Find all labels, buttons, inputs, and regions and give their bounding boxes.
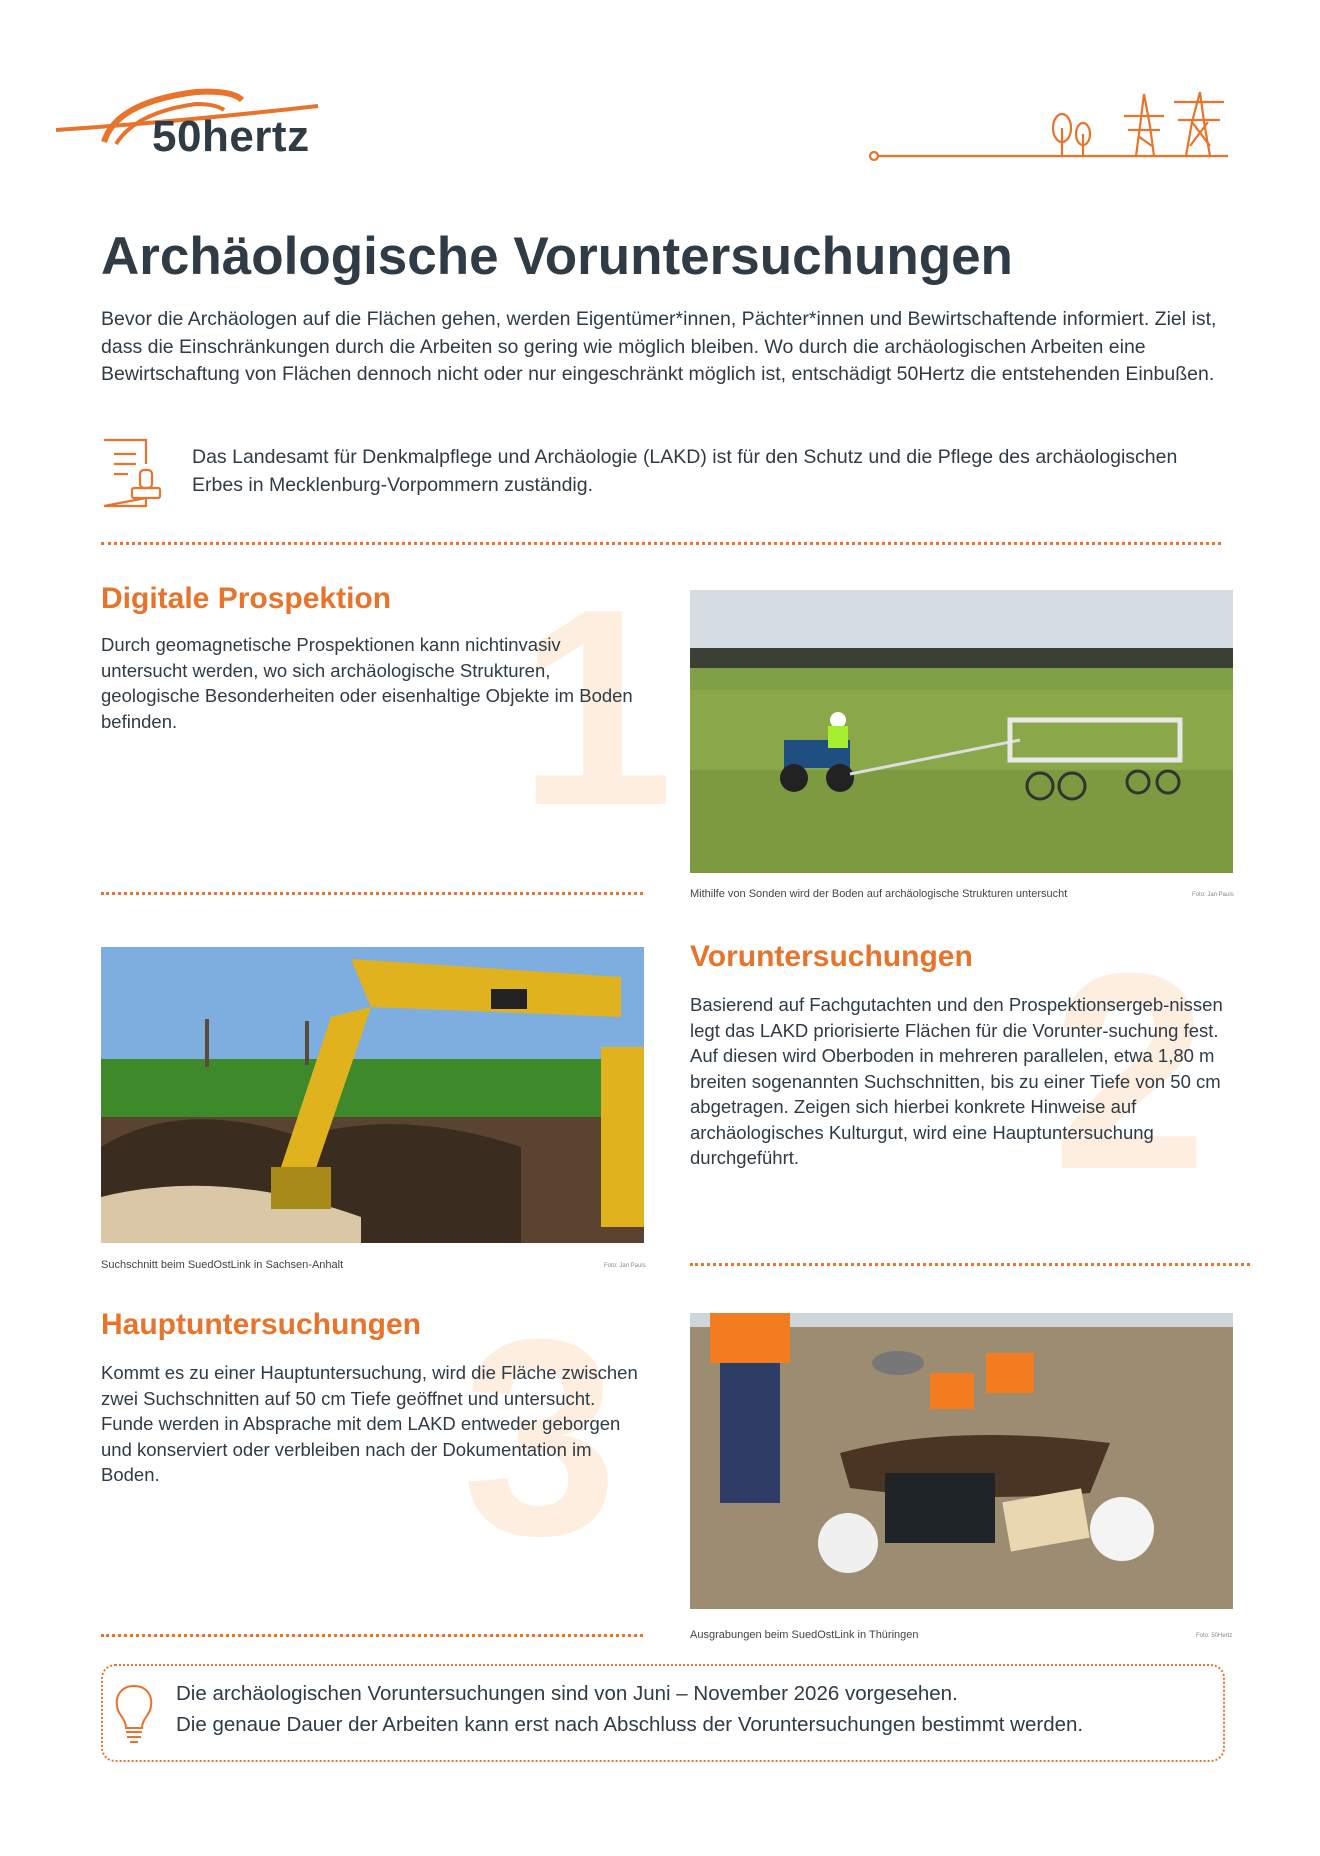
- logo-text: 50hertz: [152, 112, 310, 161]
- photo-3-credit: Foto: 50Hertz: [1196, 1633, 1233, 1639]
- photo-excavator-trench: [101, 947, 644, 1243]
- section-1-heading: Digitale Prospektion: [101, 582, 392, 615]
- section-number-1: 1: [518, 552, 674, 864]
- photo-1-caption: Mithilfe von Sonden wird der Boden auf archäologische Strukturen untersucht: [690, 888, 1068, 900]
- section-3-heading: Hauptuntersuchungen: [101, 1308, 421, 1341]
- section-2-heading: Voruntersuchungen: [690, 940, 973, 973]
- photo-2-credit: Foto: Jan Pauls: [604, 1263, 646, 1269]
- divider: [101, 542, 1221, 545]
- info-text: [176, 1678, 1083, 1740]
- divider: [101, 892, 643, 895]
- intro-paragraph: Bevor die Archäologen auf die Flächen gehen, werden Eigentümer*innen, Pächter*innen und Bewirtschaftende informiert. Ziel ist, dass die Einschränkungen durch die Arbeiten so gering wie möglich bleiben. Wo durch die archäologischen Arbeiten eine Bewirtschaftung von Flächen dennoch nicht oder nur eingeschränkt möglich ist, entschädigt 50Hertz die entstehenden Einbußen.: [101, 308, 1217, 385]
- section-3-body: Kommt es zu einer Hauptuntersuchung, wird die Fläche zwischen zwei Suchschnitten auf 50 cm Tiefe geöffnet und untersucht. Funde werden in Absprache mit dem LAKD entweder geborgen und konserviert oder verbleiben nach der Dokumentation im Boden.: [101, 1362, 638, 1485]
- info-line-1: Die archäologischen Voruntersuchungen sind von Juni – November 2026 vorgesehen.: [176, 1682, 958, 1705]
- photo-1-credit: Foto: Jan Pauls: [1192, 892, 1234, 898]
- photo-excavation-site: [690, 1313, 1233, 1609]
- section-2-body: Basierend auf Fachgutachten und den Prospektionsergeb-nissen legt das LAKD priorisierte Flächen für die Vorunter-suchung fest. Auf diesen wird Oberboden in mehreren parallelen, etwa 1,80 m breiten sogenannten Suchschnitten, bis zu einer Tiefe von 50 cm abgetragen. Zeigen sich hierbei konkrete Hinweise auf archäologisches Kulturgut, wird eine Hauptuntersuchung durchgeführt.: [690, 994, 1223, 1168]
- section-1-body: Durch geomagnetische Prospektionen kann nichtinvasiv untersucht werden, wo sich archäologische Strukturen, geologische Besonderheiten oder eisenhaltige Objekte im Boden befinden.: [101, 634, 633, 732]
- note-text: Das Landesamt für Denkmalpflege und Archäologie (LAKD) ist für den Schutz und die Pflege des archäologischen Erbes in Mecklenburg-Vorpommern zuständig.: [192, 446, 1178, 496]
- info-line-2: Die genaue Dauer der Arbeiten kann erst nach Abschluss der Voruntersuchungen bestimmt werden.: [176, 1713, 1084, 1736]
- lightbulb-icon: [112, 1682, 156, 1746]
- document-stamp-icon: [100, 436, 164, 510]
- photo-geomagnetic-survey: [690, 590, 1233, 873]
- photo-2-caption: Suchschnitt beim SuedOstLink in Sachsen-Anhalt: [101, 1259, 344, 1271]
- photo-3-caption: Ausgrabungen beim SuedOstLink in Thüringen: [690, 1629, 919, 1641]
- section-number-2: 2: [1052, 916, 1208, 1228]
- divider: [690, 1263, 1250, 1266]
- page-title: Archäologische Voruntersuchungen: [101, 227, 1013, 286]
- power-line-landscape-icon: [868, 86, 1238, 162]
- section-number-3: 3: [462, 1282, 618, 1594]
- divider: [101, 1634, 643, 1637]
